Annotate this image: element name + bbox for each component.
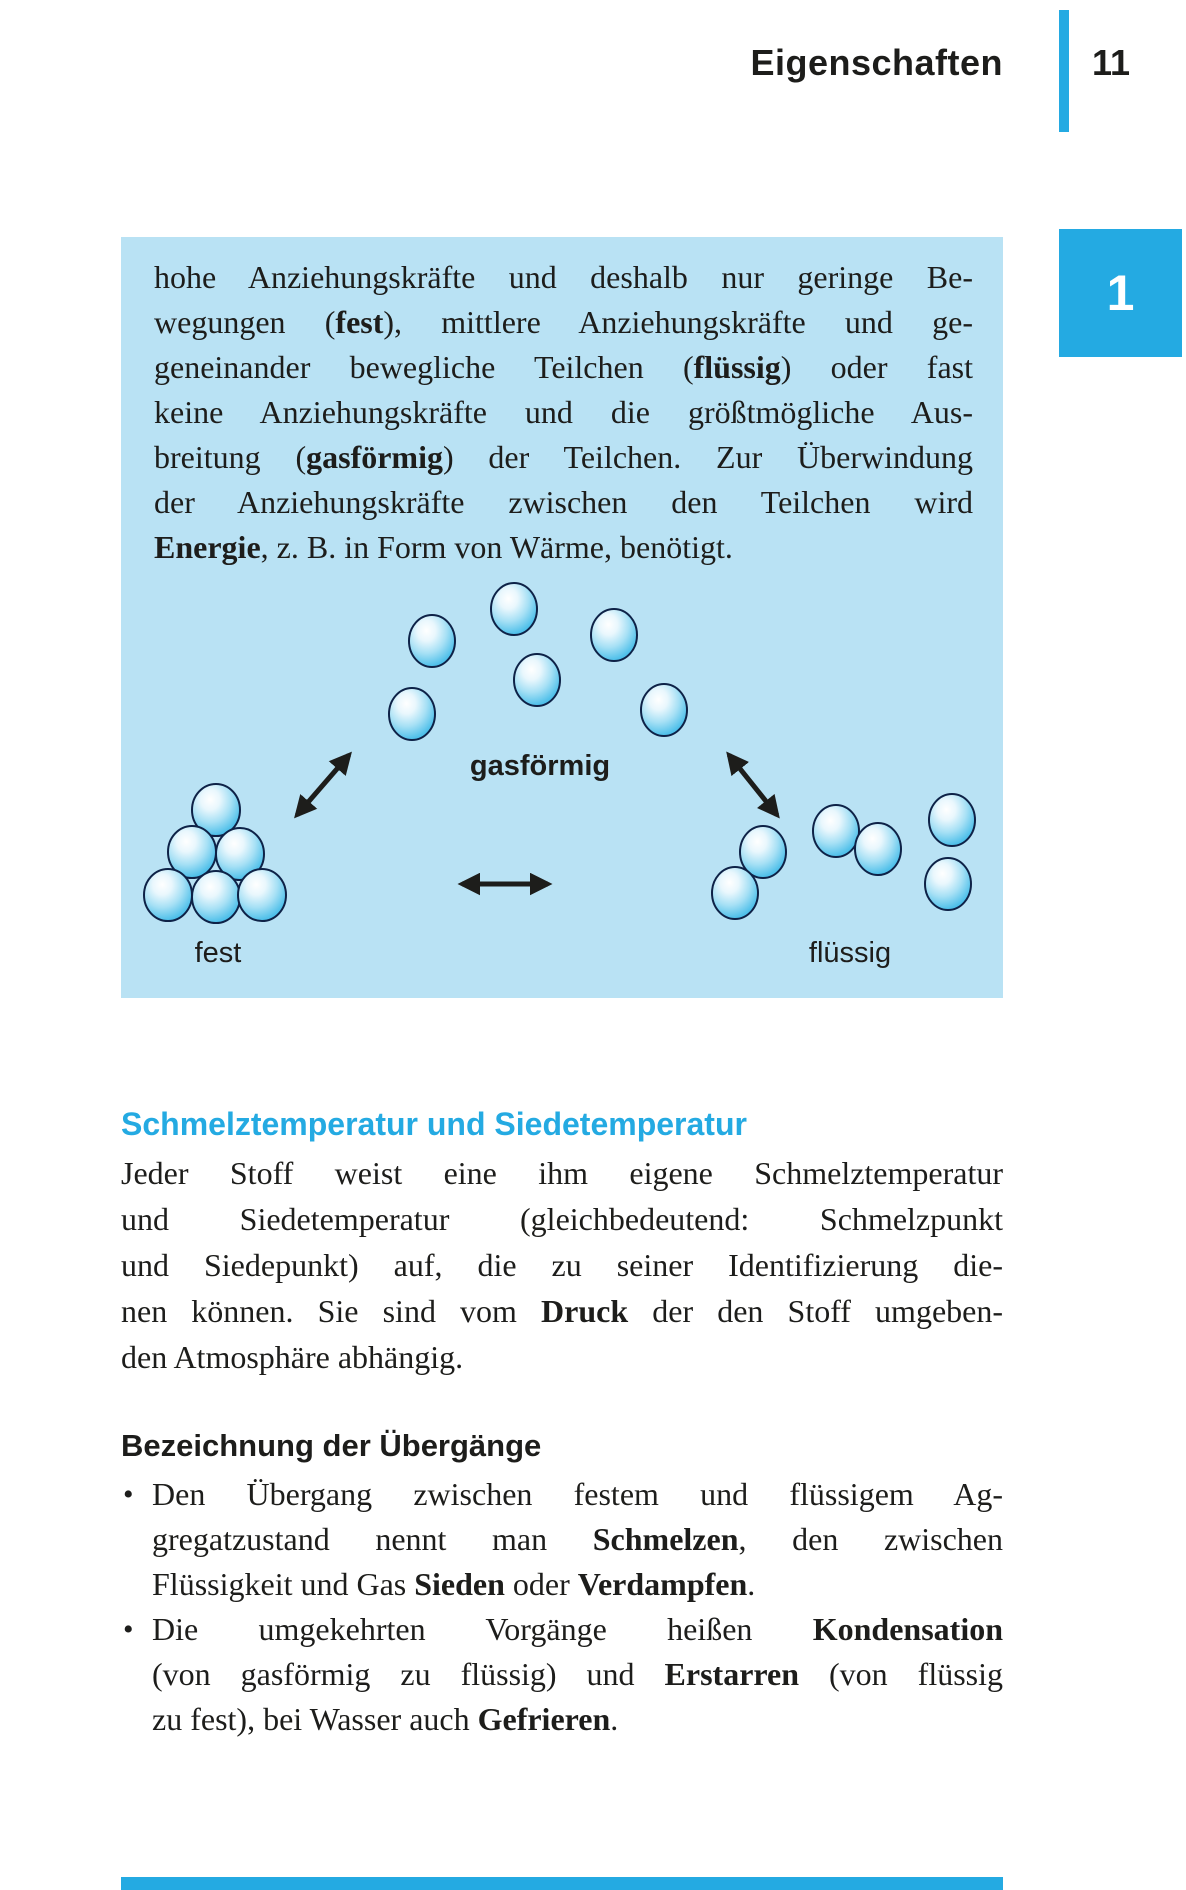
text-line xyxy=(121,1334,1003,1380)
text-segment: keine Anziehungskräfte und die größtmögliche Aus- xyxy=(154,394,973,430)
text-line xyxy=(154,525,973,570)
text-segment: Den Übergang zwischen festem und flüssigem Ag- xyxy=(152,1476,1003,1512)
text-segment: oder xyxy=(504,1566,578,1602)
solid-particle-cluster xyxy=(144,784,286,923)
text-segment: und Siedetemperatur (gleichbedeutend: Schmelzpunkt xyxy=(121,1201,1003,1237)
gas-particle xyxy=(514,654,560,706)
text-segment: zu fest), bei Wasser auch xyxy=(152,1701,478,1737)
bullet-text xyxy=(152,1607,1003,1742)
gas-particle xyxy=(409,615,455,667)
transitions-heading: Bezeichnung der Übergänge xyxy=(121,1428,542,1463)
text-segment: (von gasförmig zu flüssig) und xyxy=(152,1656,665,1692)
gas-particle xyxy=(389,688,435,740)
text-line xyxy=(152,1562,1003,1607)
text-segment: und Siedepunkt) auf, die zu seiner Identifizierung die- xyxy=(121,1247,1003,1283)
text-segment: gasförmig xyxy=(306,439,443,475)
solid-particle xyxy=(144,869,192,921)
text-line xyxy=(121,1288,1003,1334)
text-line xyxy=(154,300,973,345)
text-segment: gregatzustand nennt man xyxy=(152,1521,593,1557)
text-segment: hohe Anziehungskräfte und deshalb nur geringe Be- xyxy=(154,259,973,295)
text-segment: nen können. Sie sind vom xyxy=(121,1293,542,1329)
header-divider-bar xyxy=(1059,10,1069,132)
text-segment: flüssig xyxy=(693,349,781,385)
liquid-particle xyxy=(855,823,901,875)
text-segment: wegungen ( xyxy=(154,304,336,340)
text-line xyxy=(154,435,973,480)
gas-particle xyxy=(591,609,637,661)
footer-bar xyxy=(121,1877,1003,1890)
liquid-label: flüssig xyxy=(808,937,892,969)
info-box-paragraph xyxy=(121,237,1003,570)
info-box xyxy=(121,237,1003,998)
text-line xyxy=(121,1242,1003,1288)
states-of-matter-diagram xyxy=(121,576,1003,998)
text-line xyxy=(154,255,973,300)
text-line xyxy=(152,1697,1003,1742)
bullet-item xyxy=(121,1607,1003,1742)
gas-particle-cluster xyxy=(389,583,687,740)
liquid-particle-cluster xyxy=(712,794,975,919)
text-segment: , den zwischen xyxy=(738,1521,1004,1557)
text-segment: breitung ( xyxy=(154,439,307,475)
text-segment: . xyxy=(610,1701,619,1737)
solid-particle xyxy=(238,869,286,921)
text-segment: fest xyxy=(335,304,384,340)
text-segment: ), mittlere Anziehungskräfte und ge- xyxy=(383,304,974,340)
bullet-marker-icon: • xyxy=(123,1478,134,1511)
text-line xyxy=(152,1472,1003,1517)
text-segment: Die umgekehrten Vorgänge heißen xyxy=(152,1611,813,1647)
solid-particle xyxy=(192,871,240,923)
text-segment: Gefrieren xyxy=(477,1701,611,1737)
text-segment: Sieden xyxy=(414,1566,505,1602)
text-segment: geneinander bewegliche Teilchen ( xyxy=(154,349,694,385)
text-segment: (von flüssig xyxy=(799,1656,1004,1692)
text-segment: Flüssigkeit und Gas xyxy=(152,1566,415,1602)
text-segment: Energie xyxy=(154,529,261,565)
text-line xyxy=(121,1196,1003,1242)
gas-particle xyxy=(491,583,537,635)
chapter-tab xyxy=(1059,229,1182,357)
text-segment: Druck xyxy=(541,1293,629,1329)
bullet-marker-icon: • xyxy=(123,1613,134,1646)
bullet-text xyxy=(152,1472,1003,1607)
solid-label: fest xyxy=(194,937,242,969)
text-line xyxy=(154,390,973,435)
text-segment: ) oder fast xyxy=(780,349,974,385)
text-segment: der Anziehungskräfte zwischen den Teilchen wird xyxy=(154,484,973,520)
bullet-item xyxy=(121,1472,1003,1607)
text-line xyxy=(154,480,973,525)
solid-gas-arrow xyxy=(297,755,349,815)
text-segment: ) der Teilchen. Zur Überwindung xyxy=(442,439,974,475)
text-line xyxy=(152,1517,1003,1562)
section-paragraph xyxy=(121,1150,1003,1380)
text-line xyxy=(154,345,973,390)
chapter-tab-label: 1 xyxy=(1106,265,1135,321)
liquid-particle xyxy=(929,794,975,846)
liquid-particle xyxy=(925,858,971,910)
liquid-particle xyxy=(712,867,758,919)
section-heading: Schmelztemperatur und Siedetemperatur xyxy=(121,1106,747,1142)
text-segment: , z. B. in Form von Wärme, benötigt. xyxy=(260,529,733,565)
text-segment: Erstarren xyxy=(664,1656,800,1692)
text-segment: . xyxy=(747,1566,756,1602)
transitions-bullet-list xyxy=(121,1472,1003,1742)
liquid-particle xyxy=(813,805,859,857)
text-segment: Jeder Stoff weist eine ihm eigene Schmelztemperatur xyxy=(121,1155,1003,1191)
gas-label: gasförmig xyxy=(469,750,611,782)
text-line xyxy=(152,1607,1003,1652)
text-segment: Schmelzen xyxy=(592,1521,739,1557)
text-segment: Verdampfen xyxy=(577,1566,748,1602)
text-line xyxy=(121,1150,1003,1196)
gas-particle xyxy=(641,684,687,736)
page-number: 11 xyxy=(1092,42,1131,83)
text-segment: Kondensation xyxy=(812,1611,1003,1647)
page-title: Eigenschaften xyxy=(750,42,1003,83)
text-line xyxy=(152,1652,1003,1697)
gas-liquid-arrow xyxy=(729,755,777,815)
text-segment: der den Stoff umgeben- xyxy=(628,1293,1004,1329)
text-segment: den Atmosphäre abhängig. xyxy=(121,1339,464,1375)
